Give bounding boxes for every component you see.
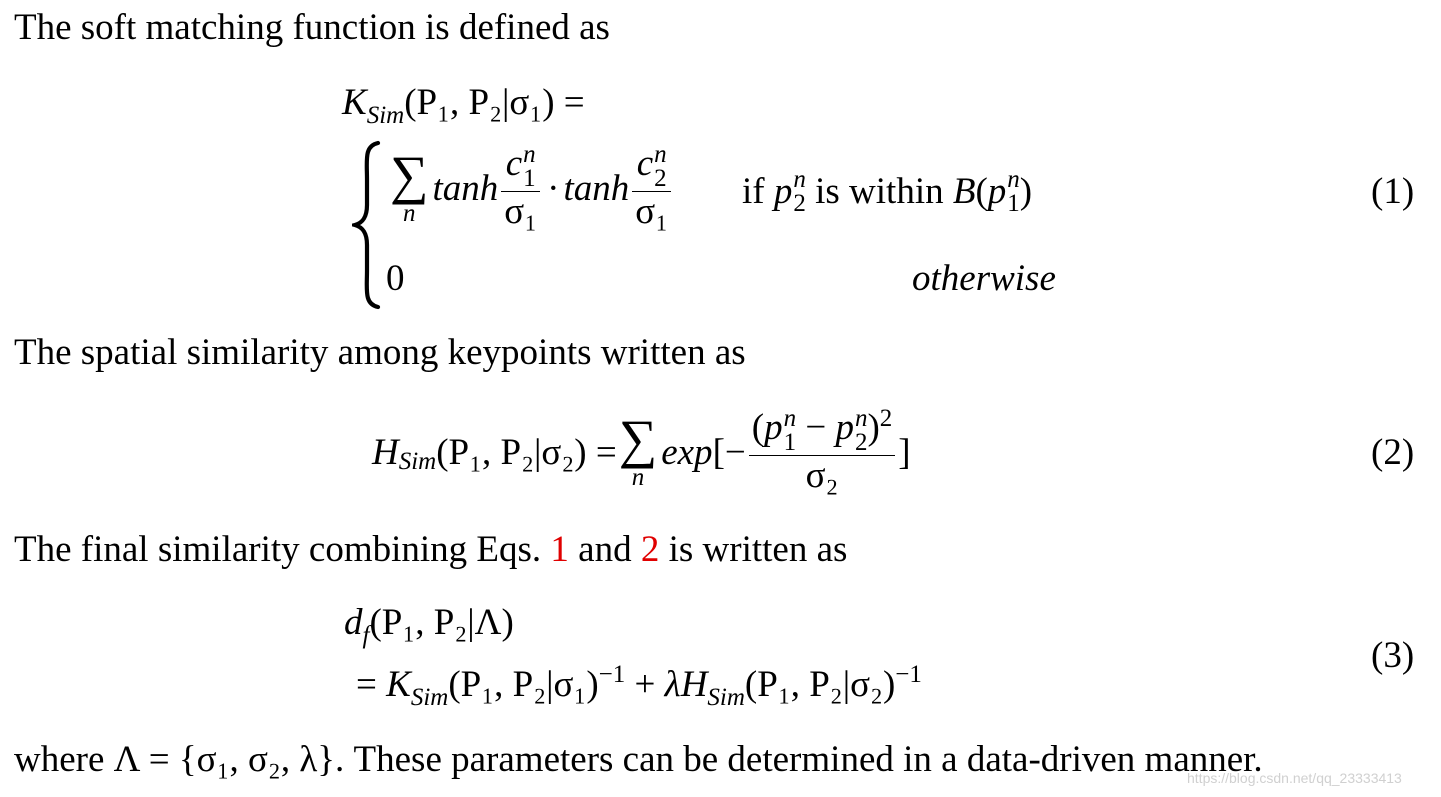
paragraph-where: where Λ = {σ₁, σ₂, λ}. These parameters can be determined in a data-driven manner. (14, 739, 1263, 780)
eq2-lhs-symbol: H (372, 431, 399, 473)
eq1-lhs (342, 82, 585, 129)
eq-ref-2-link[interactable]: 2 (640, 529, 660, 570)
eq1-fraction-1: c n 1 σ₁ (501, 143, 540, 232)
eq2-exp: exp (661, 431, 713, 473)
eq1-sum: ∑ n (390, 144, 429, 228)
eq2-number: (2) (1371, 432, 1415, 473)
eq1-number: (1) (1371, 171, 1415, 212)
eq2-fraction: (p n 1 − p n 2 )$^2$ σ₂ (749, 407, 896, 496)
watermark-text: https://blog.csdn.net/qq_23333413 (1187, 770, 1402, 786)
eq1-dot: · (547, 167, 560, 209)
eq2: H Sim (P₁, P₂|σ₂) = ∑ n exp [− (p n 1 − p n 2 )$^2$ σ₂ ] (372, 404, 911, 496)
eq2-sum: ∑ n (618, 408, 658, 492)
eq1-case2-condition: otherwise (912, 258, 1056, 299)
eq3-number: (3) (1371, 635, 1415, 676)
lambda-set: Λ = {σ₁, σ₂, λ} (113, 739, 336, 780)
eq1-tanh-2: tanh (563, 167, 630, 209)
eq3-line1: $d_f(P_1$, P₂|Λ) (344, 602, 514, 649)
eq1-tanh-1: tanh (432, 167, 499, 209)
eq2-lhs-args: (P₁, P₂|σ₂) = (436, 431, 617, 473)
eq1-case1 (388, 140, 674, 236)
eq1-lhs-args: (P₁, P₂|σ₁) = (404, 82, 585, 123)
eq3-line2: = $K_{Sim}(P_1$, $P_2|\sigma_1)^{-1} + \lambda H_{Sim}(P_1$, P₂|σ₂)$^{-1}$ (356, 661, 922, 711)
eq1-lhs-symbol: K (342, 82, 367, 123)
eq1-condition: if p n 2 is within B ( p n 1 ) (742, 166, 1033, 217)
paragraph-intro: The soft matching function is defined as (14, 7, 610, 48)
eq1-case2-value: 0 (386, 258, 405, 299)
paragraph-spatial: The spatial similarity among keypoints written as (14, 332, 746, 373)
eq-ref-1-link[interactable]: 1 (550, 529, 569, 570)
eq1-lhs-subscript: Sim (366, 102, 405, 129)
eq1-fraction-2: c n 2 σ₁ (632, 143, 671, 232)
eq1-left-brace (352, 140, 382, 310)
paragraph-final: The final similarity combining Eqs. 1 and 2 is written as (14, 529, 848, 570)
